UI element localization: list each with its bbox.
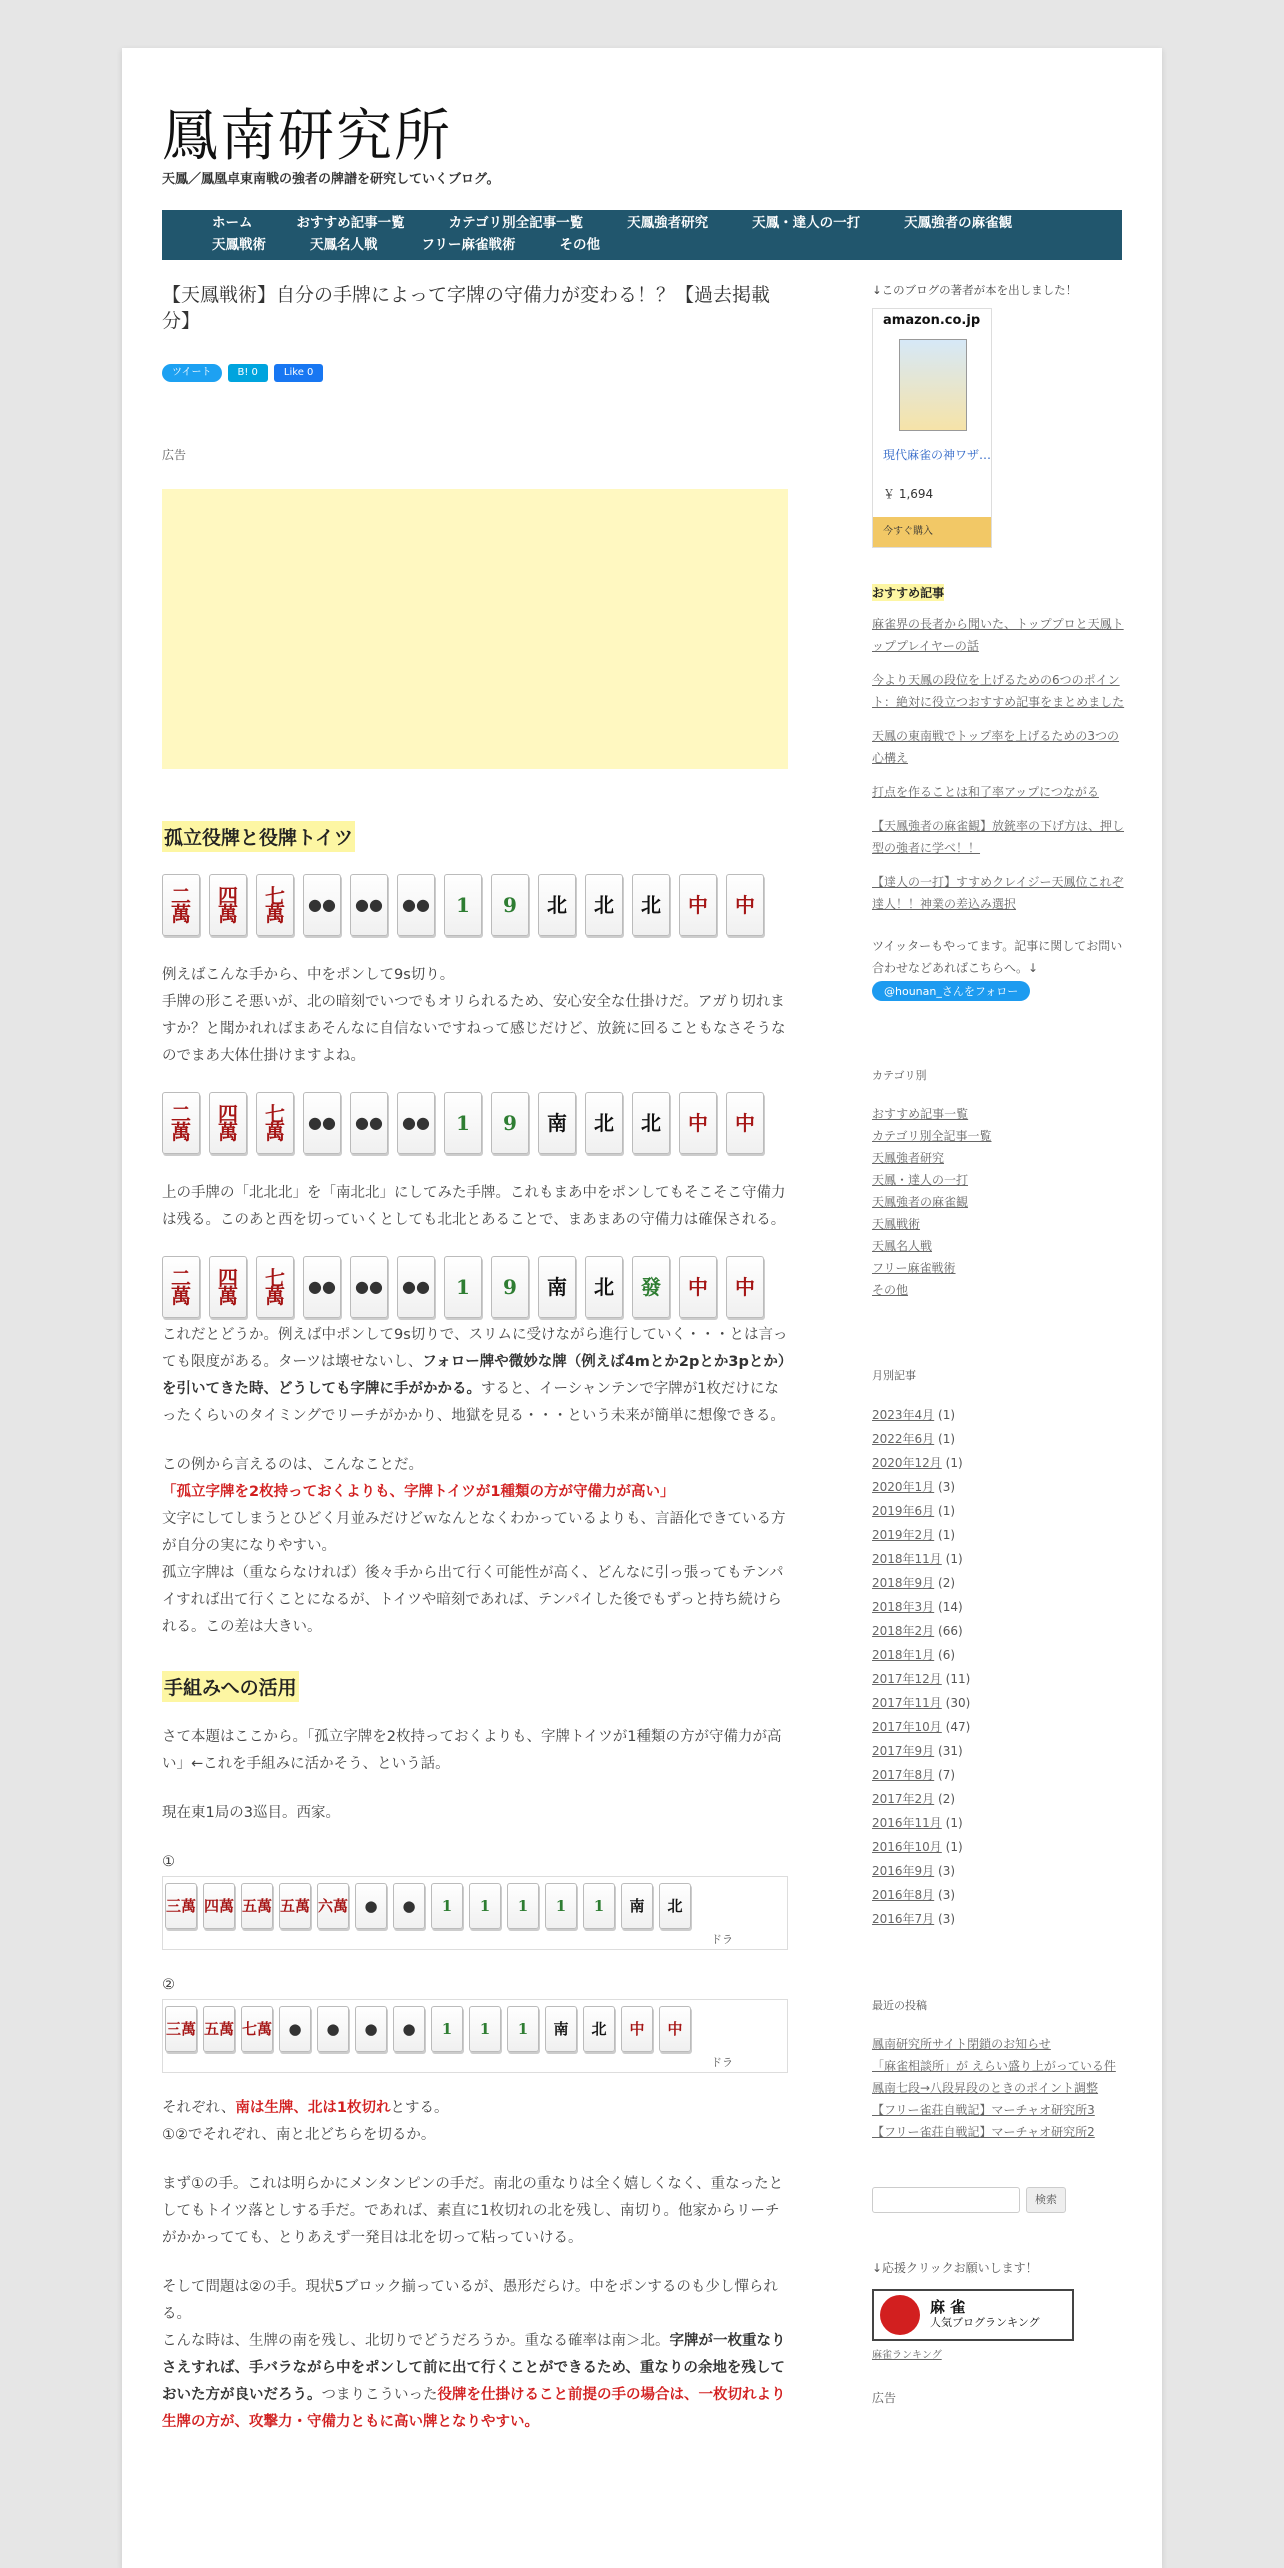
category-link[interactable]: フリー麻雀戦術 xyxy=(872,1261,956,1275)
archive-link[interactable]: 2017年12月 xyxy=(872,1672,942,1686)
paragraph: まず①の手。これは明らかにメンタンピンの手だ。南北の重なりは全く嬉しくなく、重なったとしてもトイツ落としする手だ。であれば、素直に1枚切れの北を残し、南切り。他家からリーチがかかってても、とりあえず一発目は北を切って粘っていける。 xyxy=(162,2176,784,2246)
ad-label: 広告 xyxy=(162,448,187,462)
archive-count: (1) xyxy=(945,1816,963,1830)
mahjong-tile: 發 xyxy=(632,1256,670,1318)
paragraph: これだとどうか。例えば中ポンして9s切りで、スリムに受けながら進行していく・・・とは言っても限度がある。ターツは壊せないし、フォロー牌や微妙な牌（例えば4mとか2pとか3pとか）を引いてきた時、どうしても字牌に手がかかる。すると、イーシャンテンで字牌が1枚だけになったくらいのタイミングでリーチがかかり、地獄を見る・・・という未来が簡単に想像できる。 xyxy=(162,1327,788,1424)
mahjong-tile: 四萬 xyxy=(209,1256,247,1318)
amazon-book-widget[interactable] xyxy=(872,308,992,548)
twitter-follow-button[interactable]: @hounan_さんをフォロー xyxy=(872,981,1030,1001)
mahjong-tile: ●● xyxy=(303,1092,341,1154)
mahjong-tile: 中 xyxy=(679,874,717,936)
ad-banner[interactable] xyxy=(162,489,788,769)
mahjong-tile: 中 xyxy=(659,2006,691,2052)
mahjong-tile: 中 xyxy=(679,1256,717,1318)
archive-link[interactable]: 2016年9月 xyxy=(872,1864,935,1878)
archive-count: (3) xyxy=(938,1864,956,1878)
archive-item xyxy=(872,1883,1126,1907)
mahjong-tile: 1 xyxy=(583,1883,615,1929)
recommended-link[interactable]: 【天鳳強者の麻雀観】放銃率の下げ方は、押し型の強者に学べ！！ xyxy=(872,819,1125,855)
archive-item xyxy=(872,1427,1126,1451)
mahjong-tile: 1 xyxy=(431,1883,463,1929)
mahjong-tile: 七萬 xyxy=(256,1092,294,1154)
mahjong-tile: ●● xyxy=(303,1256,341,1318)
hand-image xyxy=(162,1092,788,1158)
nav-item[interactable]: その他 xyxy=(559,237,600,253)
archive-link[interactable]: 2018年3月 xyxy=(872,1600,935,1614)
mahjong-tile: 四萬 xyxy=(209,1092,247,1154)
book-price: ￥ 1,694 xyxy=(883,487,934,501)
mahjong-tile: 南 xyxy=(621,1883,653,1929)
mahjong-tile: 南 xyxy=(538,1256,576,1318)
mahjong-tile: 二萬 xyxy=(162,874,200,936)
archive-item xyxy=(872,1787,1126,1811)
mahjong-tile: 中 xyxy=(621,2006,653,2052)
main-content xyxy=(162,282,788,2436)
mahjong-tile: 五萬 xyxy=(203,2006,235,2052)
archive-count: (1) xyxy=(945,1456,963,1470)
category-list xyxy=(872,1103,1126,1301)
mahjong-tile: ● xyxy=(355,2006,387,2052)
archive-link[interactable]: 2016年10月 xyxy=(872,1840,942,1854)
archive-count: (11) xyxy=(945,1672,971,1686)
archive-link[interactable]: 2018年2月 xyxy=(872,1624,935,1638)
archive-link[interactable]: 2019年6月 xyxy=(872,1504,935,1518)
like-button[interactable]: Like 0 xyxy=(274,364,323,382)
archive-link[interactable]: 2018年9月 xyxy=(872,1576,935,1590)
nav-item[interactable]: 天鳳強者研究 xyxy=(627,215,709,231)
hand-image xyxy=(162,1256,788,1322)
mahjong-tile: 1 xyxy=(444,874,482,936)
category-link[interactable]: おすすめ記事一覧 xyxy=(872,1107,969,1121)
paragraph: 現在東1局の3巡目。西家。 xyxy=(162,1805,340,1821)
mahjong-tile: 1 xyxy=(507,1883,539,1929)
mahjong-tile: 北 xyxy=(585,874,623,936)
mahjong-tile: ●● xyxy=(350,1256,388,1318)
mahjong-tile: ● xyxy=(279,2006,311,2052)
archive-count: (1) xyxy=(945,1840,963,1854)
archive-item xyxy=(872,1859,1126,1883)
archive-item xyxy=(872,1475,1126,1499)
recommended-link[interactable]: 【達人の一打】すすめクレイジー天鳳位これぞ達人！！神業の差込み選択 xyxy=(872,875,1124,911)
nav-item[interactable]: 天鳳戦術 xyxy=(212,237,266,253)
page xyxy=(122,48,1162,2568)
mahjong-tile: 四萬 xyxy=(209,874,247,936)
archive-link[interactable]: 2018年1月 xyxy=(872,1648,935,1662)
archive-count: (1) xyxy=(938,1504,956,1518)
archive-link[interactable]: 2017年10月 xyxy=(872,1720,942,1734)
mahjong-tile: 北 xyxy=(632,1092,670,1154)
archive-item xyxy=(872,1619,1126,1643)
archive-count: (30) xyxy=(945,1696,971,1710)
dora-label: ドラ xyxy=(711,2056,733,2069)
twitter-text: ツイッターもやってます。記事に関してお問い合わせなどあればこちらへ。↓ xyxy=(872,939,1123,975)
ranking-banner[interactable] xyxy=(872,2289,1074,2341)
mahjong-tile: 五萬 xyxy=(241,1883,273,1929)
ranking-logo-icon xyxy=(880,2295,920,2335)
mahjong-tile: ●● xyxy=(397,1256,435,1318)
archive-count: (47) xyxy=(945,1720,971,1734)
search-button[interactable]: 検索 xyxy=(1026,2187,1066,2213)
paragraph: 例えばこんな手から、中をポンして9s切り。 手牌の形こそ悪いが、北の暗刻でいつでもオリられるため、安心安全な仕掛けだ。アガり切れますか？と聞かれればまあそんなに自信ないですねって感じだけど、放銃に回ることもなさそうなのでまあ大体仕掛けますよね。 xyxy=(162,967,786,1064)
archive-item xyxy=(872,1403,1126,1427)
recent-posts-list xyxy=(872,2033,1126,2143)
archive-count: (6) xyxy=(938,1648,956,1662)
archive-link[interactable]: 2018年11月 xyxy=(872,1552,942,1566)
paragraph: 上の手牌の「北北北」を「南北北」にしてみた手牌。これもまあ中をポンしてもそこそこ守備力は残る。このあと西を切っていくとしても北北とあることで、まあまあの守備力は確保される。 xyxy=(162,1185,786,1228)
archive-item xyxy=(872,1715,1126,1739)
hand-label: ② xyxy=(162,1977,175,1993)
mahjong-tile: 1 xyxy=(545,1883,577,1929)
nav-item[interactable]: 天鳳名人戦 xyxy=(310,237,378,253)
archive-link[interactable]: 2016年7月 xyxy=(872,1912,935,1926)
archive-link[interactable]: 2022年6月 xyxy=(872,1432,935,1446)
archive-link[interactable]: 2019年2月 xyxy=(872,1528,935,1542)
category-link[interactable]: カテゴリ別全記事一覧 xyxy=(872,1129,992,1143)
archive-item xyxy=(872,1547,1126,1571)
category-link[interactable]: その他 xyxy=(872,1283,909,1297)
archive-count: (1) xyxy=(938,1528,956,1542)
archive-link[interactable]: 2017年11月 xyxy=(872,1696,942,1710)
main-nav xyxy=(162,210,1122,260)
support-text: ↓応援クリックお願いします！ xyxy=(872,2261,1038,2275)
book-widget-title: ↓このブログの著者が本を出しました！ xyxy=(872,283,1078,297)
mahjong-tile: 9 xyxy=(491,874,529,936)
mahjong-tile: ● xyxy=(393,1883,425,1929)
recent-post-link[interactable]: 「麻雀相談所」が えらい盛り上がっている件 xyxy=(872,2059,1116,2073)
archive-count: (3) xyxy=(938,1888,956,1902)
site-description: 天鳳／鳳凰卓東南戦の強者の牌譜を研究していくブログ。 xyxy=(162,172,500,187)
hatena-button[interactable]: B! 0 xyxy=(228,364,268,382)
nav-item[interactable]: ホーム xyxy=(212,215,253,231)
hand-image-a xyxy=(162,1876,788,1950)
sidebar-ad-label: 広告 xyxy=(872,2391,897,2405)
nav-item[interactable]: 天鳳強者の麻雀観 xyxy=(904,215,1013,231)
amazon-logo: amazon.co.jp xyxy=(883,313,981,328)
archive-link[interactable]: 2023年4月 xyxy=(872,1408,935,1422)
paragraph: この例から言えるのは、こんなことだ。 「孤立字牌を2枚持っておくよりも、字牌トイツが1種類の方が守備力が高い」 文字にしてしまうとひどく月並みだけどｗなんとなくわかっているよりも、言語化できている方が自分の実になりやすい。 孤立字牌は（重ならなければ）後々手から出て行く可能性が高く、どんなに引っ張ってもテンパイすれば出て行くことになるが、トイツや暗刻であれば、テンパイした後でもずっと持ち続けられる。この差は大きい。 xyxy=(162,1457,786,1635)
book-title-link[interactable]: 現代麻雀の神ワザ… xyxy=(883,448,992,462)
mahjong-tile: 二萬 xyxy=(162,1092,200,1154)
tweet-button[interactable]: ツイート xyxy=(162,364,222,382)
archive-count: (1) xyxy=(945,1552,963,1566)
archive-item xyxy=(872,1667,1126,1691)
nav-item[interactable]: フリー麻雀戦術 xyxy=(421,237,516,253)
category-link[interactable]: 天鳳強者の麻雀観 xyxy=(872,1195,969,1209)
mahjong-tile: ●● xyxy=(303,874,341,936)
paragraph: そして問題は②の手。現状5ブロック揃っているが、愚形だらけ。中をポンするのも少し憚られる。 こんな時は、生牌の南を残し、北切りでどうだろうか。重なる確率は南＞北。字牌が一枚重なりさえすれば、手バラながら中をポンして前に出て行くことができるため、重なりの余地を残しておいた方が良いだろう。つまりこういった役牌を仕掛けること前提の手の場合は、一枚切れより生牌の方が、攻撃力・守備力ともに高い牌となりやすい。 xyxy=(162,2279,786,2430)
mahjong-tile: 9 xyxy=(491,1256,529,1318)
nav-item[interactable]: カテゴリ別全記事一覧 xyxy=(448,215,584,231)
mahjong-tile: 1 xyxy=(507,2006,539,2052)
mahjong-tile: 七萬 xyxy=(241,2006,273,2052)
recent-post-link[interactable]: 【フリー雀荘自戦記】マーチャオ研究所3 xyxy=(872,2103,1095,2117)
mahjong-tile: ●● xyxy=(397,1092,435,1154)
archive-link[interactable]: 2020年1月 xyxy=(872,1480,935,1494)
mahjong-tile: 9 xyxy=(491,1092,529,1154)
section-heading: 手組みへの活用 xyxy=(162,1671,299,1702)
mahjong-tile: ●● xyxy=(350,874,388,936)
archive-count: (3) xyxy=(938,1912,956,1926)
share-buttons xyxy=(162,364,788,382)
archive-count: (2) xyxy=(938,1576,956,1590)
recommended-link[interactable]: 打点を作ることは和了率アップにつながる xyxy=(872,785,1099,799)
mahjong-tile: 七萬 xyxy=(256,1256,294,1318)
recommended-link[interactable]: 麻雀界の長者から聞いた、トッププロと天鳳トッププレイヤーの話 xyxy=(872,617,1124,653)
mahjong-tile: 七萬 xyxy=(256,874,294,936)
mahjong-tile: 二萬 xyxy=(162,1256,200,1318)
mahjong-tile: 中 xyxy=(726,1092,764,1154)
archive-link[interactable]: 2017年9月 xyxy=(872,1744,935,1758)
sidebar xyxy=(872,282,1126,2409)
archive-item xyxy=(872,1451,1126,1475)
mahjong-tile: 北 xyxy=(538,874,576,936)
archive-link[interactable]: 2017年8月 xyxy=(872,1768,935,1782)
mahjong-tile: ● xyxy=(317,2006,349,2052)
category-link[interactable]: 天鳳戦術 xyxy=(872,1217,921,1231)
mahjong-tile: 1 xyxy=(444,1256,482,1318)
archive-item xyxy=(872,1595,1126,1619)
mahjong-tile: ●● xyxy=(350,1092,388,1154)
recommended-link[interactable]: 今より天鳳の段位を上げるための6つのポイント：絶対に役立つおすすめ記事をまとめました xyxy=(872,673,1125,709)
mahjong-tile: 北 xyxy=(583,2006,615,2052)
mahjong-tile: 中 xyxy=(679,1092,717,1154)
archive-item xyxy=(872,1643,1126,1667)
nav-item[interactable]: おすすめ記事一覧 xyxy=(296,215,405,231)
section-heading: 孤立役牌と役牌トイツ xyxy=(162,821,355,852)
archive-count: (1) xyxy=(938,1432,956,1446)
archive-item xyxy=(872,1907,1126,1931)
paragraph: それぞれ、南は生牌、北は1枚切れとする。 ①②でそれぞれ、南と北どちらを切るか。 xyxy=(162,2100,449,2143)
archive-item xyxy=(872,1811,1126,1835)
archive-title: 月別記事 xyxy=(872,1369,916,1382)
recent-posts-title: 最近の投稿 xyxy=(872,1999,927,2012)
archive-link[interactable]: 2017年2月 xyxy=(872,1792,935,1806)
mahjong-tile: 北 xyxy=(585,1092,623,1154)
archive-item xyxy=(872,1523,1126,1547)
category-title: カテゴリ別 xyxy=(872,1069,927,1082)
mahjong-tile: 三萬 xyxy=(165,1883,197,1929)
ranking-banner-text: 麻 雀 人気ブログランキング xyxy=(930,2298,1040,2329)
mahjong-tile: 1 xyxy=(444,1092,482,1154)
hand-image xyxy=(162,874,788,940)
mahjong-tile: 南 xyxy=(538,1092,576,1154)
mahjong-tile: 四萬 xyxy=(203,1883,235,1929)
mahjong-tile: ●● xyxy=(397,874,435,936)
recent-post-link[interactable]: 【フリー雀荘自戦記】マーチャオ研究所2 xyxy=(872,2125,1095,2139)
mahjong-tile: ● xyxy=(355,1883,387,1929)
mahjong-tile: 三萬 xyxy=(165,2006,197,2052)
paragraph: さて本題はここから。「孤立字牌を2枚持っておくよりも、字牌トイツが1種類の方が守備力が高い」←これを手組みに活かそう、という話。 xyxy=(162,1729,782,1772)
site-title[interactable]: 鳳南研究所 xyxy=(162,104,452,169)
recommended-list xyxy=(872,613,1126,915)
mahjong-tile: 五萬 xyxy=(279,1883,311,1929)
mahjong-tile: 中 xyxy=(726,874,764,936)
category-link[interactable]: 天鳳強者研究 xyxy=(872,1151,945,1165)
mahjong-tile: 1 xyxy=(469,1883,501,1929)
hand-label: ① xyxy=(162,1854,175,1870)
archive-count: (2) xyxy=(938,1792,956,1806)
mahjong-tile: 北 xyxy=(632,874,670,936)
archive-count: (3) xyxy=(938,1480,956,1494)
archive-item xyxy=(872,1763,1126,1787)
archive-item xyxy=(872,1691,1126,1715)
archive-item xyxy=(872,1835,1126,1859)
buy-now-button[interactable]: 今すぐ購入 xyxy=(873,517,991,547)
search-form xyxy=(872,2187,1126,2213)
search-input[interactable] xyxy=(872,2187,1020,2213)
category-link[interactable]: 天鳳・達人の一打 xyxy=(872,1173,969,1187)
archive-list xyxy=(872,1403,1126,1931)
book-cover-image[interactable] xyxy=(899,339,967,431)
mahjong-tile: ● xyxy=(393,2006,425,2052)
mahjong-tile: 北 xyxy=(585,1256,623,1318)
recent-post-link[interactable]: 鳳南研究所サイト閉鎖のお知らせ xyxy=(872,2037,1051,2051)
mahjong-tile: 南 xyxy=(545,2006,577,2052)
archive-count: (14) xyxy=(938,1600,963,1614)
archive-link[interactable]: 2020年12月 xyxy=(872,1456,942,1470)
nav-item[interactable]: 天鳳・達人の一打 xyxy=(752,215,861,231)
ranking-link[interactable]: 麻雀ランキング xyxy=(872,2350,942,2361)
recommended-title: おすすめ記事 xyxy=(872,586,945,600)
mahjong-tile: 1 xyxy=(431,2006,463,2052)
hand-image-b xyxy=(162,1999,788,2073)
post-title: 【天鳳戦術】自分の手牌によって字牌の守備力が変わる！？【過去掲載分】 xyxy=(162,284,771,332)
dora-label: ドラ xyxy=(711,1933,733,1946)
recent-post-link[interactable]: 鳳南七段→八段昇段のときのポイント調整 xyxy=(872,2081,1099,2095)
archive-count: (66) xyxy=(938,1624,963,1638)
archive-count: (7) xyxy=(938,1768,956,1782)
archive-item xyxy=(872,1739,1126,1763)
archive-link[interactable]: 2016年8月 xyxy=(872,1888,935,1902)
archive-count: (1) xyxy=(938,1408,956,1422)
mahjong-tile: 六萬 xyxy=(317,1883,349,1929)
recommended-link[interactable]: 天鳳の東南戦でトップ率を上げるための3つの心構え xyxy=(872,729,1120,765)
mahjong-tile: 北 xyxy=(659,1883,691,1929)
archive-item xyxy=(872,1571,1126,1595)
archive-link[interactable]: 2016年11月 xyxy=(872,1816,942,1830)
category-link[interactable]: 天鳳名人戦 xyxy=(872,1239,933,1253)
archive-count: (31) xyxy=(938,1744,963,1758)
mahjong-tile: 中 xyxy=(726,1256,764,1318)
mahjong-tile: 1 xyxy=(469,2006,501,2052)
archive-item xyxy=(872,1499,1126,1523)
